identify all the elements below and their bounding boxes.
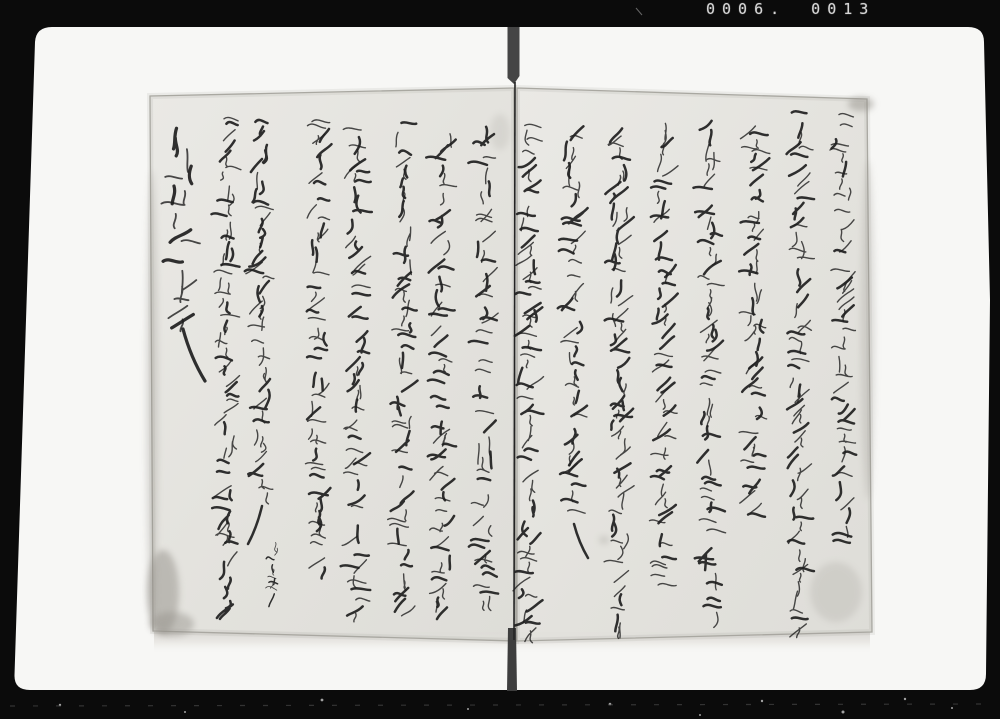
- manuscript-pages: [146, 88, 875, 643]
- right-page: [513, 88, 875, 643]
- gutter-center-line: [514, 82, 515, 640]
- left-page: [146, 88, 516, 641]
- frame-counter: 0006. 0013: [706, 0, 876, 18]
- gutter-bar-top: [508, 27, 520, 84]
- gutter-bar-bottom: [507, 628, 517, 691]
